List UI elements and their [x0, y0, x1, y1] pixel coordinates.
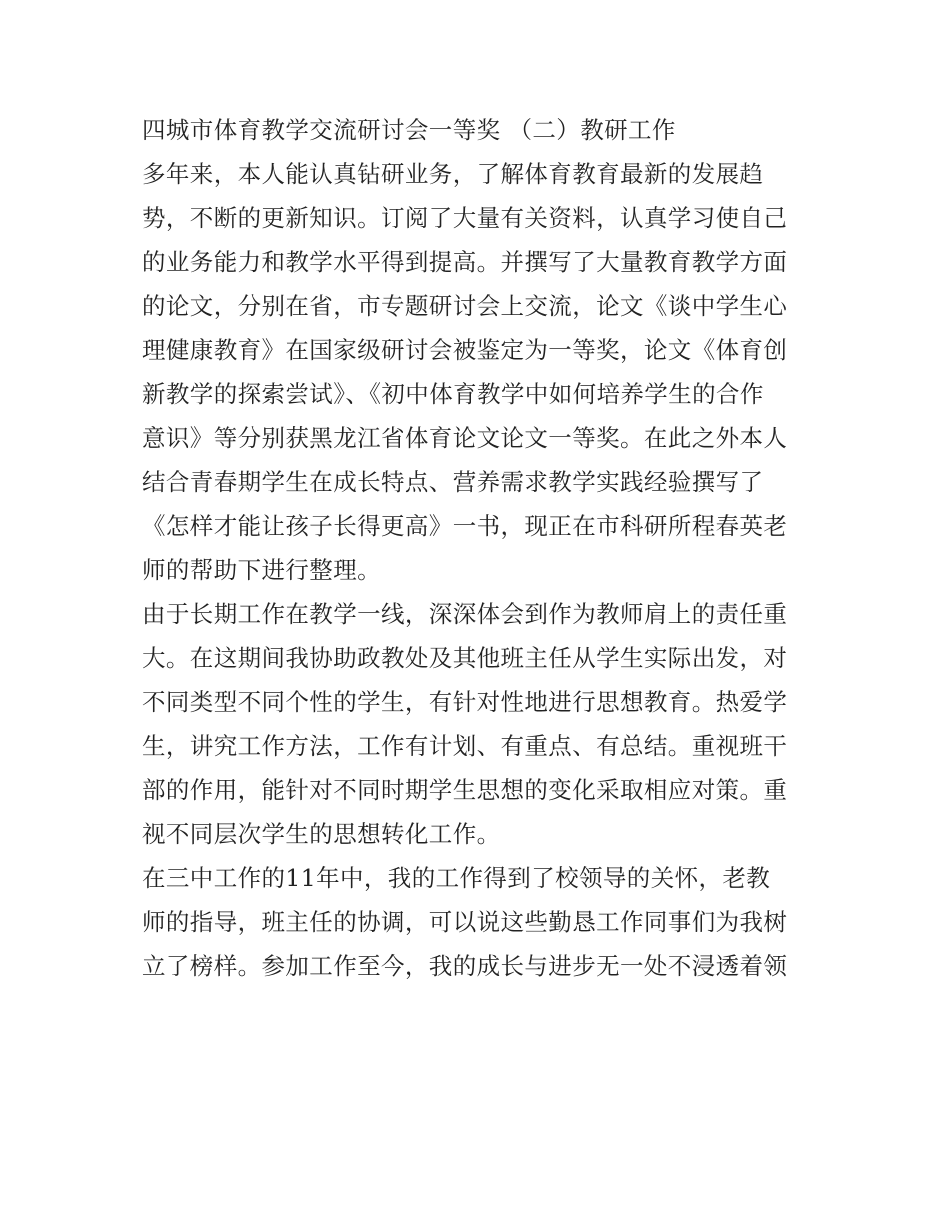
text-line: 结合青春期学生在成长特点、营养需求教学实践经验撰写了	[142, 468, 764, 496]
text-line: 视不同层次学生的思想转化工作。	[142, 820, 501, 848]
text-line: 新教学的探索尝试》、《初中体育教学中如何培养学生的合作	[142, 380, 764, 408]
paragraph-responsibility	[142, 592, 817, 856]
text-line: 生，讲究工作方法，工作有计划、有重点、有总结。重视班干	[142, 732, 788, 760]
title-line	[142, 108, 817, 152]
text-line: 理健康教育》在国家级研讨会被鉴定为一等奖，论文《体育创	[142, 336, 788, 364]
section-heading: （二）教研工作	[508, 116, 676, 144]
text-line: 的业务能力和教学水平得到提高。并撰写了大量教育教学方面	[142, 248, 788, 276]
text-line: 在三中工作的11年中，我的工作得到了校领导的关怀，老教	[142, 864, 771, 892]
text-line: 立了榜样。参加工作至今，我的成长与进步无一处不浸透着领	[142, 952, 788, 980]
text-line: 《怎样才能让孩子长得更高》一书，现正在市科研所程春英老	[142, 512, 788, 540]
text-line: 部的作用，能针对不同时期学生思想的变化采取相应对策。重	[142, 776, 788, 804]
text-line: 大。在这期间我协助政教处及其他班主任从学生实际出发，对	[142, 644, 788, 672]
text-line: 不同类型不同个性的学生，有针对性地进行思想教育。热爱学	[142, 688, 788, 716]
text-line: 由于长期工作在教学一线，深深体会到作为教师肩上的责任重	[142, 600, 788, 628]
text-line: 师的帮助下进行整理。	[142, 556, 381, 584]
paragraph-gratitude	[142, 856, 817, 988]
text-line: 多年来，本人能认真钻研业务，了解体育教育最新的发展趋	[142, 160, 764, 188]
paragraph-research	[142, 152, 817, 592]
document-body	[142, 108, 817, 988]
text-line: 意识》等分别获黑龙江省体育论文论文一等奖。在此之外本人	[142, 424, 788, 452]
text-line: 师的指导，班主任的协调，可以说这些勤恳工作同事们为我树	[142, 908, 788, 936]
text-line: 的论文，分别在省，市专题研讨会上交流，论文《谈中学生心	[142, 292, 788, 320]
text-line: 势，不断的更新知识。订阅了大量有关资料，认真学习使自己	[142, 204, 788, 232]
award-title: 四城市体育教学交流研讨会一等奖	[142, 116, 501, 144]
